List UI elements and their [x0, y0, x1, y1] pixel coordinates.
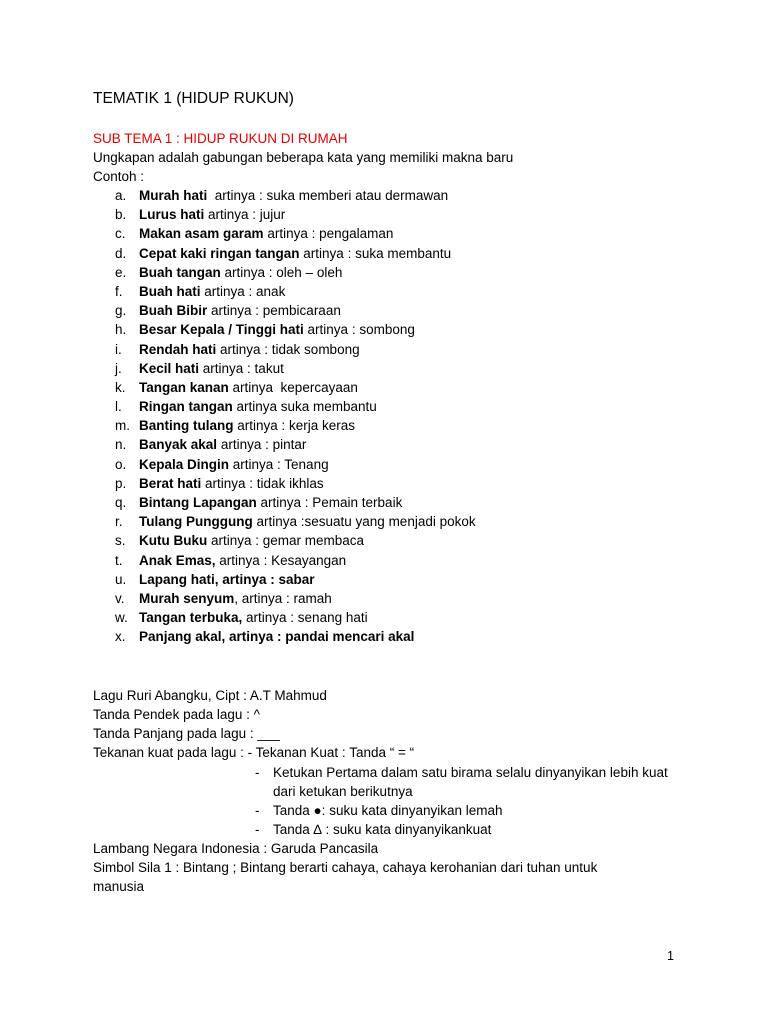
- list-item: [0, 435, 768, 454]
- idiom-term: Kepala Dingin: [139, 456, 230, 472]
- idiom-term: Buah Bibir: [139, 303, 208, 319]
- dash-bullet: -: [255, 765, 260, 780]
- list-letter: c.: [115, 226, 126, 242]
- list-item: [0, 205, 768, 224]
- sub-point-text: Tanda ●: suku kata dinyanyikan lemah: [273, 803, 503, 818]
- list-item: [0, 455, 768, 474]
- idiom-meaning: artinya : jujur: [204, 207, 286, 223]
- list-item: [0, 531, 768, 550]
- list-item: [0, 359, 768, 378]
- list-letter: s.: [115, 533, 126, 549]
- document-title: TEMATIK 1 (HIDUP RUKUN): [93, 90, 294, 107]
- list-letter: l.: [115, 399, 122, 415]
- list-letter: x.: [115, 629, 126, 645]
- idiom-term: Buah hati: [139, 283, 201, 299]
- idiom-meaning: artinya : pengalaman: [263, 226, 394, 242]
- idiom-term: Cepat kaki ringan tangan: [139, 245, 300, 261]
- list-item: [0, 627, 768, 646]
- list-item: [0, 224, 768, 243]
- short-note-line: Tanda Pendek pada lagu : ^: [93, 707, 260, 722]
- list-letter: w.: [115, 610, 128, 626]
- list-letter: n.: [115, 437, 127, 453]
- list-item: [0, 320, 768, 339]
- list-letter: e.: [115, 264, 127, 280]
- idiom-term: Besar Kepala / Tinggi hati: [139, 322, 304, 338]
- list-item: [0, 301, 768, 320]
- list-item: [0, 244, 768, 263]
- idiom-term: Tulang Punggung: [139, 514, 253, 530]
- list-letter: i.: [115, 341, 122, 357]
- idiom-meaning: artinya : oleh – oleh: [220, 264, 343, 280]
- idiom-meaning: artinya : Tenang: [229, 456, 329, 472]
- list-item: [0, 551, 768, 570]
- dash-bullet: -: [255, 803, 260, 818]
- idiom-meaning: artinya : senang hati: [242, 610, 368, 626]
- list-letter: k.: [115, 379, 126, 395]
- page-number: 1: [667, 949, 674, 963]
- idiom-term: Lapang hati, artinya : sabar: [139, 571, 315, 587]
- sila-symbol-line: Simbol Sila 1 : Bintang ; Bintang berarti cahaya, cahaya kerohanian dari tuhan untuk manusia: [93, 860, 598, 894]
- idiom-term: Lurus hati: [139, 207, 205, 223]
- list-letter: p.: [115, 475, 127, 491]
- idiom-meaning: artinya : pembicaraan: [207, 303, 341, 319]
- list-item: [0, 589, 768, 608]
- idiom-meaning: artinya : tidak sombong: [216, 341, 360, 357]
- list-item: [0, 608, 768, 627]
- list-item: [0, 397, 768, 416]
- idiom-term: Buah tangan: [139, 264, 221, 280]
- sub-point-text: Tanda ∆ : suku kata dinyanyikankuat: [273, 822, 492, 837]
- list-item: [0, 282, 768, 301]
- list-letter: d.: [115, 245, 127, 261]
- list-item: [0, 263, 768, 282]
- list-letter: u.: [115, 571, 127, 587]
- idiom-term: Ringan tangan: [139, 399, 233, 415]
- intro-text: Ungkapan adalah gabungan beberapa kata yang memiliki makna baru: [93, 150, 514, 165]
- idiom-term: Makan asam garam: [139, 226, 264, 242]
- idiom-meaning: artinya : kerja keras: [233, 418, 356, 434]
- idiom-term: Panjang akal, artinya : pandai mencari akal: [139, 629, 415, 645]
- list-letter: q.: [115, 495, 127, 510]
- idiom-term: Banyak akal: [139, 437, 218, 453]
- list-letter: a.: [115, 188, 127, 203]
- idiom-list: [0, 186, 768, 647]
- idiom-meaning: artinya : pintar: [217, 437, 307, 453]
- list-item: [0, 340, 768, 359]
- list-letter: j.: [115, 360, 122, 376]
- idiom-term: Murah senyum: [139, 590, 235, 606]
- list-item: [0, 378, 768, 397]
- idiom-term: Tangan terbuka,: [139, 610, 243, 626]
- sub-theme-heading: SUB TEMA 1 : HIDUP RUKUN DI RUMAH: [93, 131, 348, 146]
- list-item: [0, 474, 768, 493]
- idiom-meaning: artinya suka membantu: [232, 399, 377, 415]
- idiom-meaning: artinya : suka memberi atau dermawan: [207, 188, 449, 203]
- idiom-meaning: artinya : sombong: [303, 322, 415, 338]
- idiom-meaning: artinya :sesuatu yang menjadi pokok: [252, 514, 476, 530]
- idiom-meaning: artinya : takut: [199, 360, 284, 376]
- idiom-meaning: artinya : Kesayangan: [215, 552, 347, 568]
- list-item: [0, 416, 768, 435]
- list-letter: f.: [115, 283, 123, 299]
- list-letter: b.: [115, 207, 127, 223]
- list-letter: g.: [115, 303, 127, 319]
- idiom-meaning: , artinya : ramah: [234, 590, 332, 606]
- national-emblem-line: Lambang Negara Indonesia : Garuda Pancasila: [93, 841, 379, 856]
- list-item: [0, 186, 768, 205]
- idiom-term: Banting tulang: [139, 418, 234, 434]
- list-letter: h.: [115, 322, 127, 338]
- list-letter: v.: [115, 590, 125, 606]
- idiom-term: Berat hati: [139, 475, 202, 491]
- idiom-meaning: artinya : anak: [200, 283, 286, 299]
- idiom-meaning: artinya : suka membantu: [299, 245, 452, 261]
- list-item: [0, 570, 768, 589]
- idiom-meaning: artinya : gemar membaca: [207, 533, 365, 549]
- idiom-term: Bintang Lapangan: [139, 495, 257, 510]
- contoh-label: Contoh :: [93, 169, 145, 184]
- idiom-term: Kecil hati: [139, 360, 200, 376]
- idiom-term: Kutu Buku: [139, 533, 208, 549]
- sub-point-text: Ketukan Pertama dalam satu birama selalu dinyanyikan lebih kuat dari ketukan berikutnya: [273, 765, 668, 799]
- list-item: [0, 512, 768, 531]
- list-letter: m.: [115, 418, 130, 434]
- idiom-term: Anak Emas,: [139, 552, 216, 568]
- list-letter: t.: [115, 552, 123, 568]
- idiom-term: Tangan kanan: [139, 379, 229, 395]
- accent-line: Tekanan kuat pada lagu : - Tekanan Kuat : Tanda “ = “: [93, 745, 415, 760]
- dash-bullet: -: [255, 822, 260, 837]
- list-letter: r.: [115, 514, 123, 530]
- list-letter: o.: [115, 456, 127, 472]
- idiom-meaning: artinya : tidak ikhlas: [201, 475, 324, 491]
- idiom-meaning: artinya kepercayaan: [228, 379, 358, 395]
- song-line: Lagu Ruri Abangku, Cipt : A.T Mahmud: [93, 688, 327, 703]
- idiom-meaning: artinya : Pemain terbaik: [256, 495, 403, 510]
- idiom-term: Murah hati: [139, 188, 208, 203]
- idiom-term: Rendah hati: [139, 341, 217, 357]
- list-item: [0, 493, 768, 512]
- long-note-line: Tanda Panjang pada lagu : ___: [93, 726, 280, 741]
